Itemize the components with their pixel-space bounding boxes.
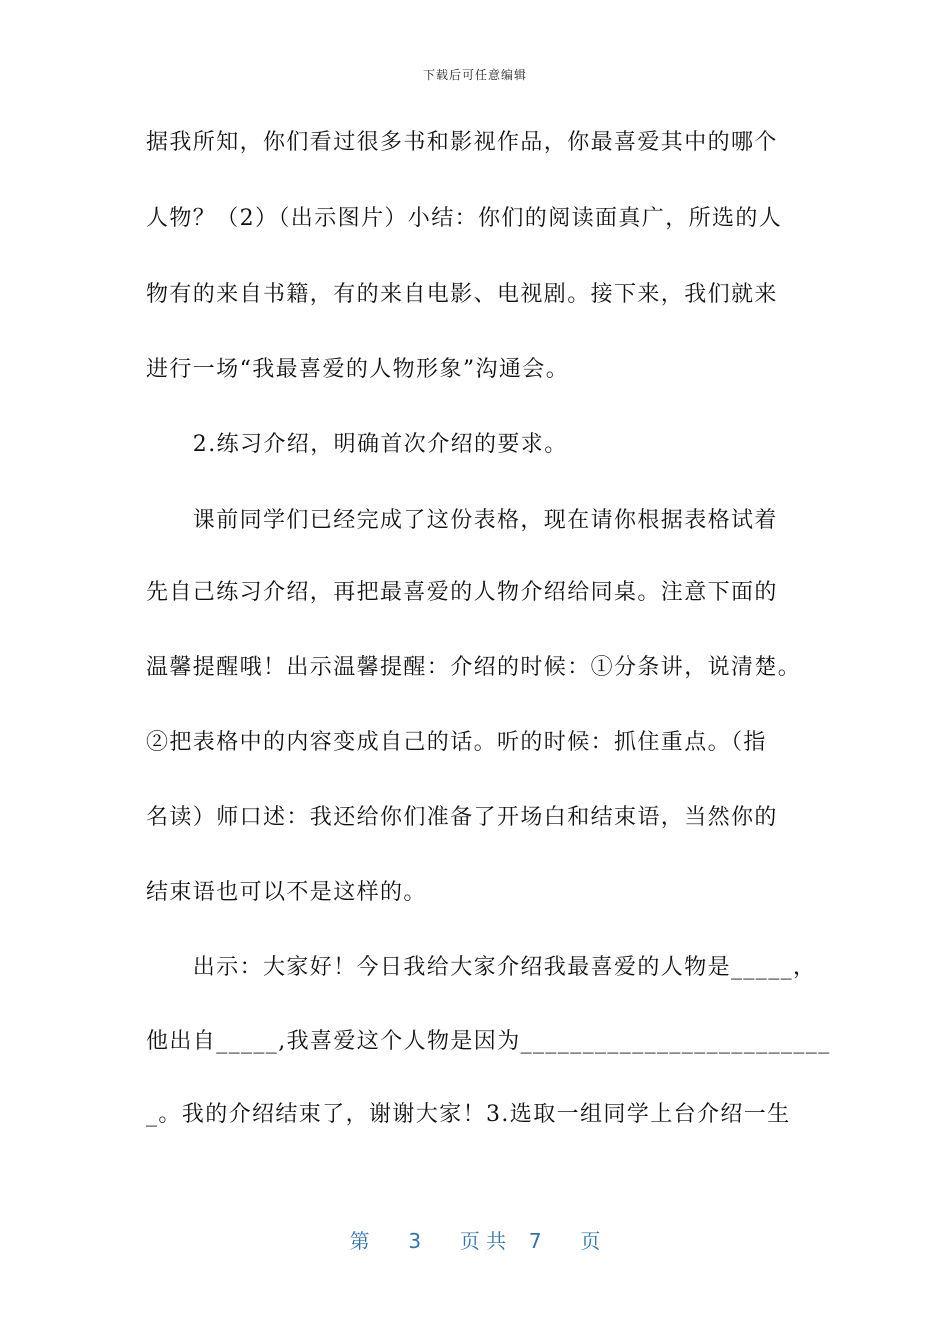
body-line-1: 据我所知，你们看过很多书和影视作品，你最喜爱其中的哪个	[146, 130, 778, 155]
body-line-12: 出示：大家好！今日我给大家介绍我最喜爱的人物是_____，	[146, 955, 817, 980]
footer-suffix: 页	[580, 1229, 601, 1253]
body-line-2: 人物？（2）（出示图片）小结：你们的阅读面真广，所选的人	[146, 206, 783, 231]
body-line-6: 课前同学们已经完成了这份表格，现在请你根据表格试着	[146, 508, 778, 533]
body-line-4: 进行一场“我最喜爱的人物形象”沟通会。	[146, 357, 570, 382]
page-footer	[0, 1225, 950, 1254]
body-line-8: 温馨提醒哦！出示温馨提醒：介绍的时候：①分条讲，说清楚。	[146, 655, 802, 680]
current-page-number: 3	[408, 1229, 422, 1253]
body-line-10: 名读）师口述：我还给你们准备了开场白和结束语，当然你的	[146, 805, 778, 830]
body-line-3: 物有的来自书籍，有的来自电影、电视剧。接下来，我们就来	[146, 282, 778, 307]
total-pages-number: 7	[528, 1229, 542, 1253]
body-line-7: 先自己练习介绍，再把最喜爱的人物介绍给同桌。注意下面的	[146, 580, 778, 605]
footer-prefix: 第	[349, 1229, 370, 1253]
body-line-11: 结束语也可以不是这样的。	[146, 880, 427, 905]
body-line-5: 2.练习介绍，明确首次介绍的要求。	[146, 432, 568, 457]
body-line-13: 他出自_____,我喜爱这个人物是因为_________________________	[146, 1029, 831, 1054]
footer-mid: 页 共	[459, 1229, 507, 1253]
body-line-9: ②把表格中的内容变成自己的话。听的时候：抓住重点。（指	[146, 730, 767, 755]
page-header: 下载后可任意编辑	[422, 68, 527, 82]
body-line-14: _。我的介绍结束了，谢谢大家！3.选取一组同学上台介绍一生	[146, 1102, 791, 1127]
